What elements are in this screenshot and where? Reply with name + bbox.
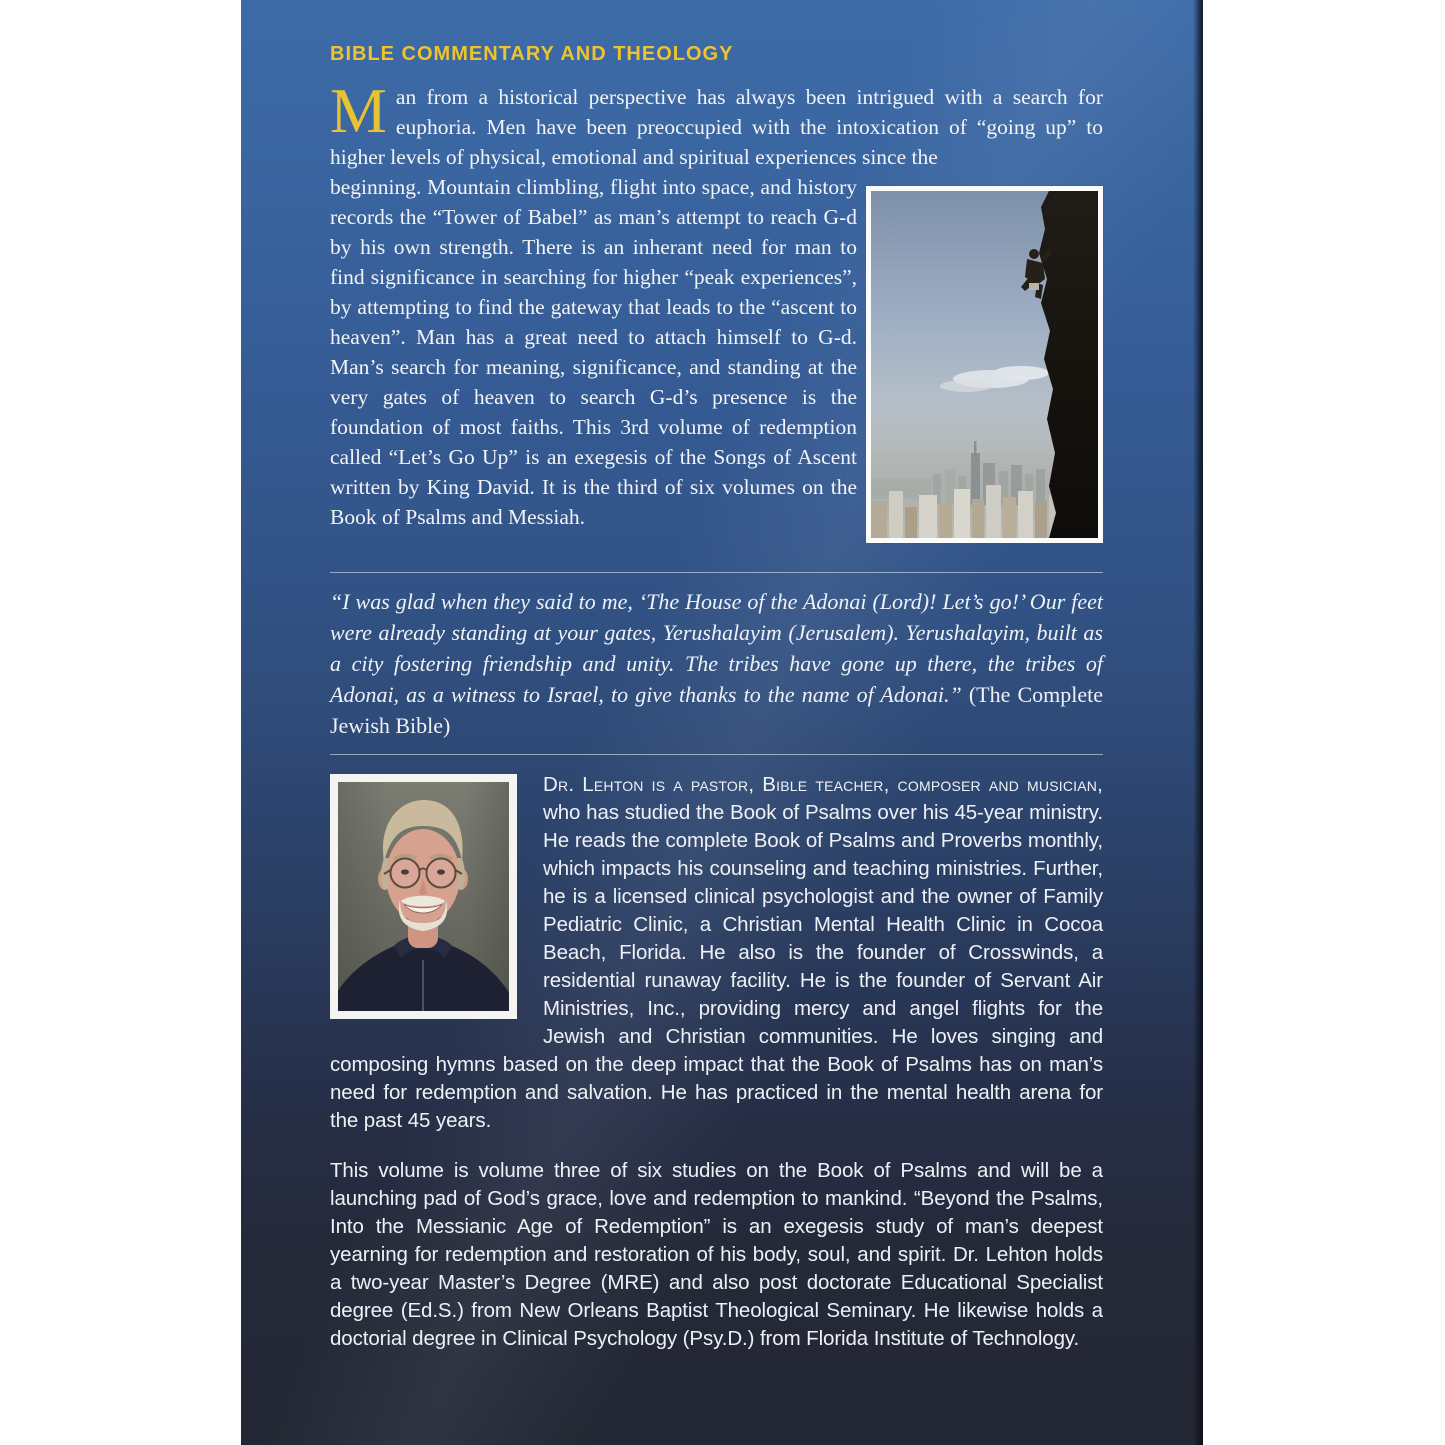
scripture-quote <box>330 586 1103 741</box>
category-heading: BIBLE COMMENTARY AND THEOLOGY <box>330 43 734 65</box>
bio-body-text: who has studied the Book of Psalms over his 45-year ministry. He reads the complete Book of Psalms and Proverbs monthly, which impacts his counseling and teaching ministries. Further, he is a licensed clinical psychologist and the owner of Family Pediatric Clinic, a Christian Mental Health Clinic in Cocoa Beach, Florida. He also is the founder of Crosswinds, a residential runaway facility. He is the founder of Servant Air Ministries, Inc., providing mercy and angel flights for the Jewish and Christian communities. He loves singing and composing hymns based on the deep impact that the Book of Psalms has on man’s need for redemption and salvation. He has practiced in the mental health arena for the past 45 years. <box>330 801 1103 1132</box>
author-bio-section <box>330 771 1103 1135</box>
cover-content <box>330 0 1103 1353</box>
closing-paragraph: This volume is volume three of six studies on the Book of Psalms and will be a launching pad of God’s grace, love and redemption to mankind. “Beyond the Psalms, Into the Messianic Age of Redemption” is an exegesis study of man’s deepest yearning for redemption and restoration of his body, soul, and spirit. Dr. Lehton holds a two-year Master’s Degree (MRE) and also post doctorate Educational Specialist degree (Ed.S.) from New Orleans Baptist Theological Seminary. He likewise holds a doctorial degree in Clinical Psychology (Psy.D.) from Florida Institute of Technology. <box>330 1159 1103 1350</box>
author-photo <box>330 774 517 1019</box>
intro-paragraph-start <box>330 75 1103 172</box>
intro-section <box>330 75 1103 552</box>
spine-edge-shadow <box>1193 0 1203 1445</box>
quote-italic-text: “I was glad when they said to me, ‘The House of the Adonai (Lord)! Let’s go!’ Our feet were already standing at your gates, Yerushalayim (Jerusalem). Yerushalayim, built as a city fostering friendship and unity. The tribes have gone up there, the tribes of Adonai, as a witness to Israel, to give thanks to the name of Adonai.” <box>330 589 1103 707</box>
intro-paragraph-wrapped: beginning. Mountain climbling, flight into space, and history records the “Tower of Babel” as man’s attempt to reach G-d by his own strength. There is an inherant need for man to find significance in searching for higher “peak experiences”, by attempting to find the gateway that leads to the “ascent to heaven”. Man has a great need to attach himself to G-d. Man’s search for meaning, significance, and standing at the very gates of heaven to search G-d’s presence is the foundation of most faiths. This 3rd volume of redemption called “Let’s Go Up” is an exegesis of the Songs of Ascent written by King David. It is the third of six volumes on the Book of Psalms and Messiah. <box>330 175 857 529</box>
author-portrait-graphic <box>338 782 509 1011</box>
intro-opening-text: an from a historical perspective has always been intrigued with a search for euphoria. Men have been preoccupied with the intoxication of “going up” to higher levels of physical, emotional and spiritual experiences since the <box>330 85 1103 169</box>
bio-lead-smallcaps: Dr. Lehton is a pastor, Bible teacher, composer and musician, <box>543 773 1103 796</box>
drop-cap: M <box>330 75 387 146</box>
quote-source: (The Complete Jewish Bible) <box>330 682 1104 738</box>
climber-photo <box>866 186 1103 543</box>
book-back-cover <box>237 0 1206 1445</box>
climber-photo-graphic <box>871 191 1098 538</box>
divider-line-top <box>330 572 1103 573</box>
foreground-buildings <box>871 485 1061 538</box>
divider-line-bottom <box>330 754 1103 755</box>
